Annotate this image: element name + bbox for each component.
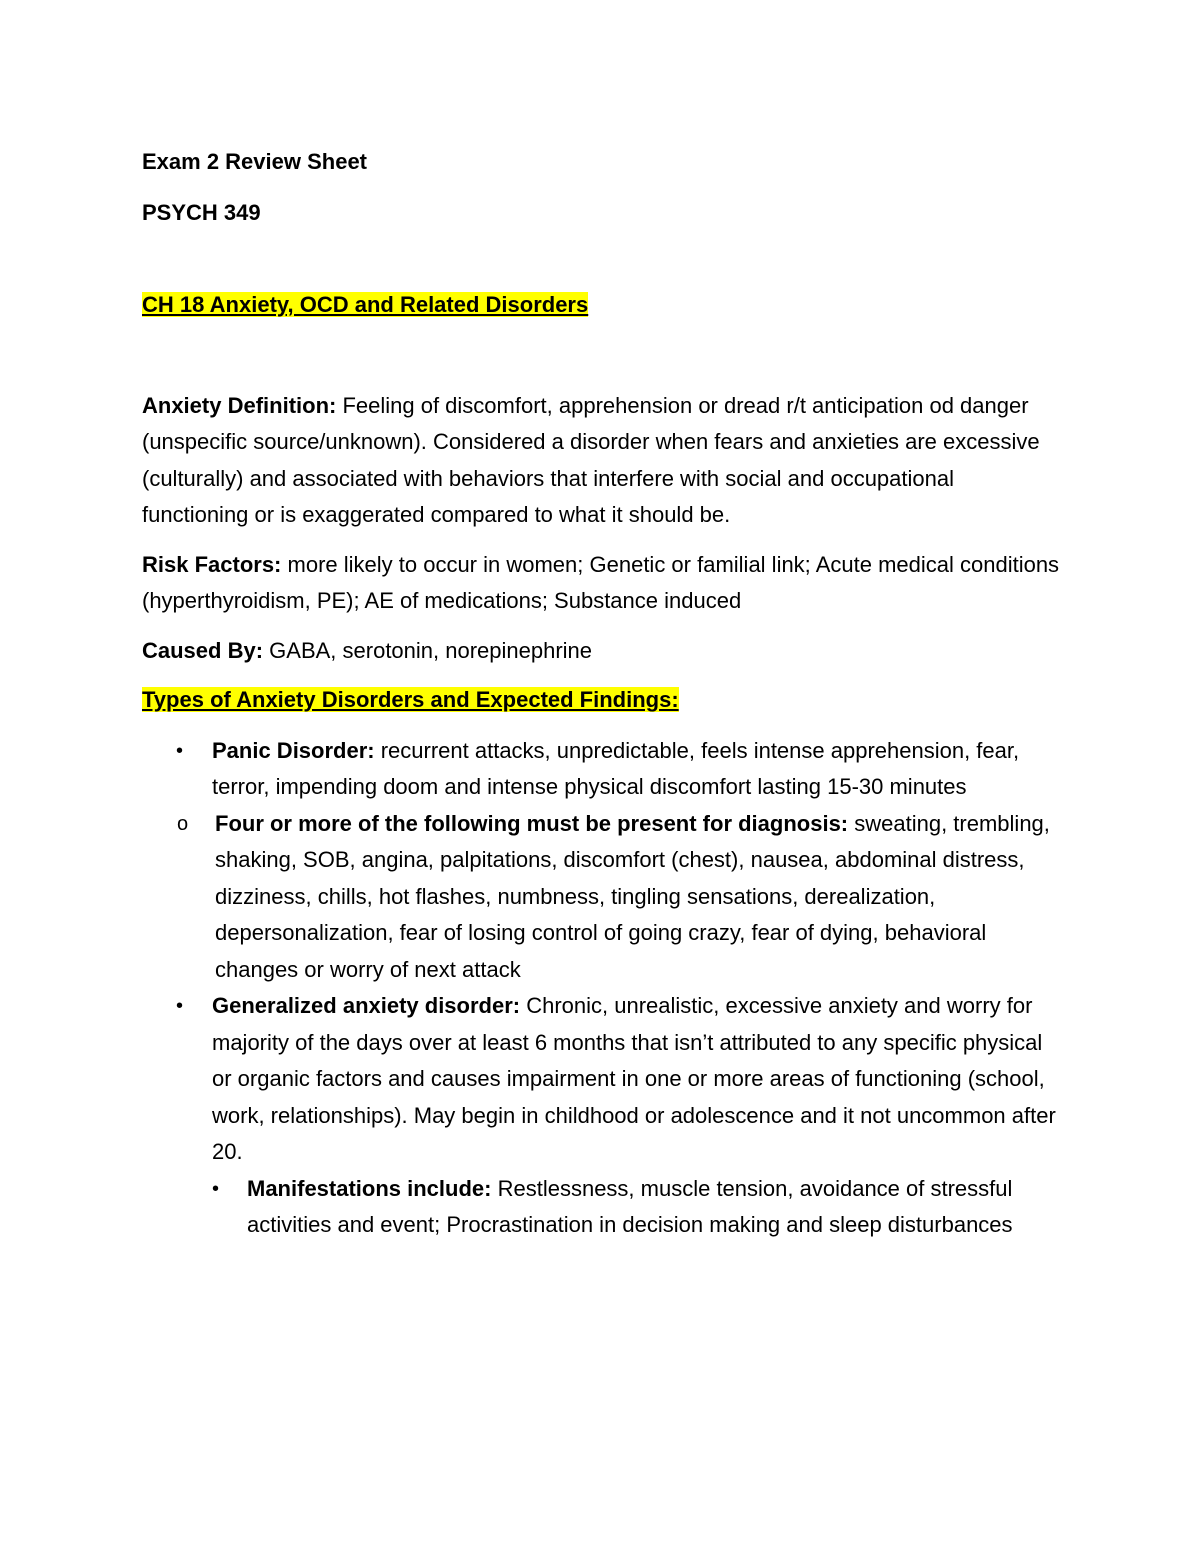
list-item-manifestations (212, 1171, 1062, 1244)
diagnosis-criteria-label: Four or more of the following must be present for diagnosis: (215, 810, 849, 836)
bullet-icon: • (176, 995, 184, 1017)
course-code: PSYCH 349 (142, 199, 261, 225)
panic-disorder-sublist (142, 806, 1062, 989)
list-item-panic-disorder (142, 733, 1062, 989)
anxiety-definition-paragraph (142, 388, 1062, 534)
risk-factors-text: more likely to occur in women; Genetic or familial link; Acute medical conditions (hyperthyroidism, PE); AE of medications; Substance induced (142, 551, 1060, 613)
chapter-heading: CH 18 Anxiety, OCD and Related Disorders (142, 292, 589, 317)
manifestations-label: Manifestations include: (247, 1175, 492, 1201)
risk-factors-paragraph (142, 547, 1062, 620)
document-body (142, 144, 1062, 1244)
chapter-heading-line (142, 287, 1062, 324)
gad-label: Generalized anxiety disorder: (212, 993, 521, 1018)
caused-by-label: Caused By: (142, 637, 264, 663)
anxiety-types-list (142, 733, 1062, 1244)
gad-sublist (212, 1171, 1062, 1244)
risk-factors-label: Risk Factors: (142, 551, 282, 577)
types-heading-line (142, 682, 1062, 719)
list-item-diagnosis-criteria (142, 806, 1062, 989)
panic-disorder-label: Panic Disorder: (212, 737, 375, 763)
bullet-icon: • (212, 1177, 220, 1200)
bullet-icon: • (176, 739, 184, 762)
types-heading: Types of Anxiety Disorders and Expected Findings: (142, 687, 679, 712)
list-item-generalized-anxiety-disorder (142, 988, 1062, 1244)
anxiety-definition-label: Anxiety Definition: (142, 392, 337, 418)
document-title: Exam 2 Review Sheet (142, 149, 368, 174)
gad-text: Chronic, unrealistic, excessive anxiety and worry for majority of the days over at least 6 months that isn’t attributed to any specific physical or organic factors and causes impairment in one or more areas of functioning (school, work, relationships). May begin in childhood or adolescence and it not uncommon after 20. (212, 993, 1056, 1164)
caused-by-text: GABA, serotonin, norepinephrine (263, 637, 593, 663)
diagnosis-criteria-text: sweating, trembling, shaking, SOB, angina, palpitations, discomfort (chest), nausea, abdominal distress, dizziness, chills, hot flashes, numbness, tingling sensations, derealization, depersonalization, fear of losing control of going crazy, fear of dying, behavioral changes or worry of next attack (215, 810, 1050, 982)
manifestations-text: Restlessness, muscle tension, avoidance of stressful activities and event; Procrastination in decision making and sleep disturbances (247, 1175, 1013, 1237)
anxiety-definition-text: Feeling of discomfort, apprehension or dread r/t anticipation od danger (unspecific source/unknown). Considered a disorder when fears and anxieties are excessive (culturally) and associated with behaviors that interfere with social and occupational functioning or is exaggerated compared to what it should be. (142, 392, 1040, 527)
circle-bullet-icon: o (177, 812, 189, 835)
panic-disorder-text: recurrent attacks, unpredictable, feels intense apprehension, fear, terror, impending doom and intense physical discomfort lasting 15-30 minutes (212, 737, 1020, 799)
caused-by-paragraph (142, 633, 1062, 670)
